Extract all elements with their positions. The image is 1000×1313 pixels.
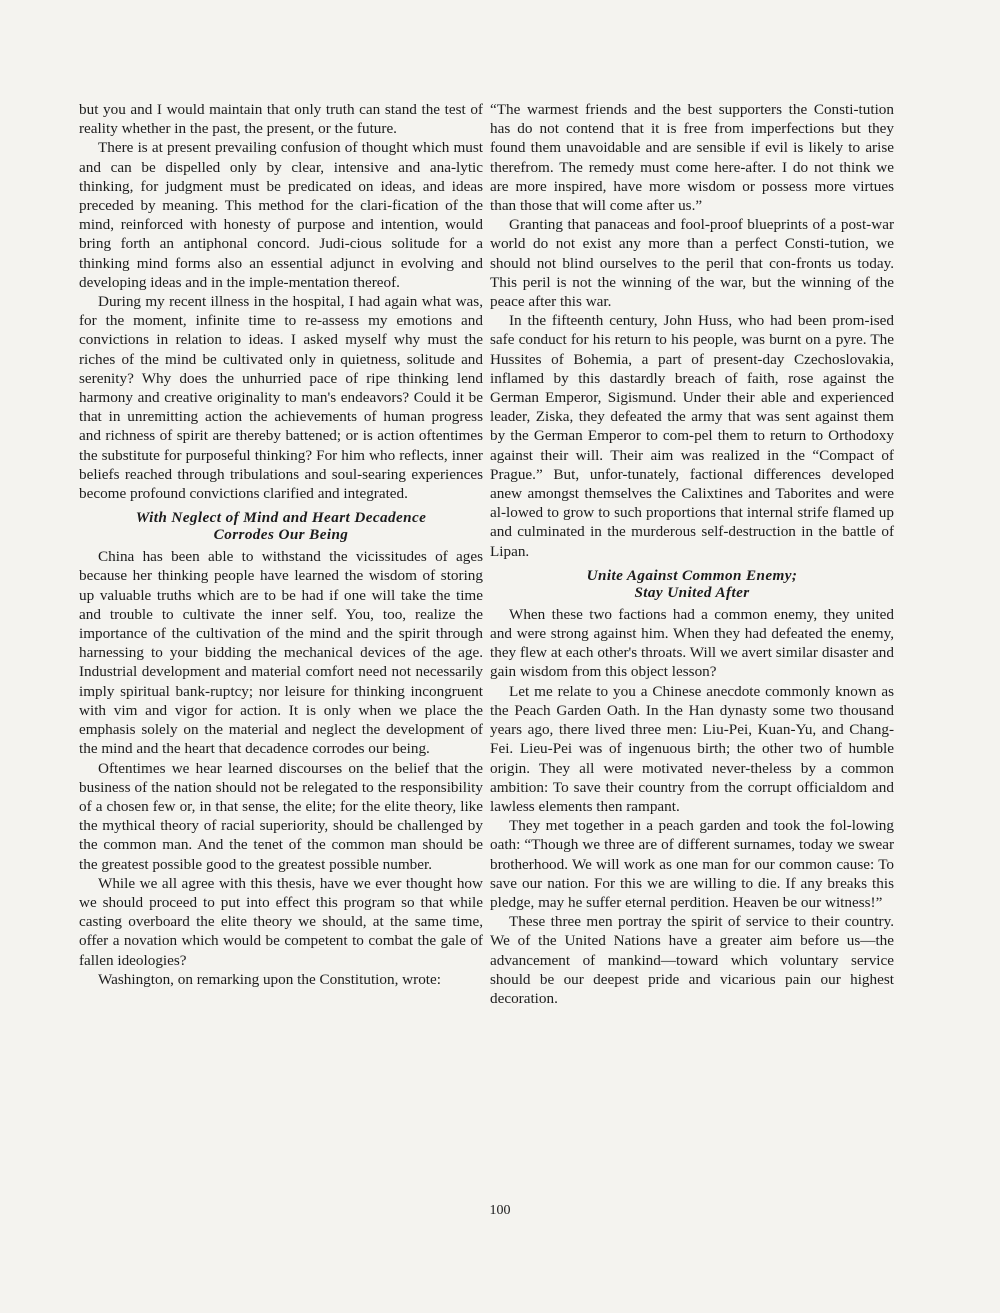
paragraph: Granting that panaceas and fool-proof blueprints of a post-war world do not exist any more than a perfect Consti-tution, we should not blind ourselves to the peril that con-fronts us today. This peril is not the winning of the war, but the winning of the peace after this war. [490,216,894,311]
paragraph: but you and I would maintain that only truth can stand the test of reality whether in the past, the present, or the future. [79,101,483,138]
heading-line: Stay United After [634,583,750,601]
paragraph: China has been able to withstand the vicissitudes of ages because her thinking people have learned the wisdom of storing up valuable truths which are to be had if one will take the time and trouble to cultivate the inner self. You, too, realize the importance of the cultivation of the mind and the spirit through harnessing to your bidding the mechanical devices of the age. Industrial development and material comfort need not necessarily imply spiritual bank-ruptcy; nor leisure for thinking incongruent with vim and vigor for action. It is only when we place the emphasis solely on the material and neglect the development of the mind and the heart that decadence corrodes our being. [79,548,483,758]
paragraph: These three men portray the spirit of service to their country. We of the United Nations have a greater aim before us—the advancement of mankind—toward which voluntary service should be our deepest pride and vicarious pain our highest decoration. [490,913,894,1007]
paragraph: While we all agree with this thesis, have we ever thought how we should proceed to put into effect this program so that while casting overboard the elite theory we should, at the same time, offer a novation which would be competent to combat the gale of fallen ideologies? [79,874,483,969]
heading-line: Corrodes Our Being [213,526,349,544]
section-heading [79,509,483,543]
paragraph: “The warmest friends and the best supporters the Consti-tution has do not contend that it is free from imperfections but they found them unavoidable and are sensible if evil is likely to arise therefrom. The remedy must come here-after. I do not think we are more inspired, have more wisdom or possess more virtues than those that will come after us.” [490,101,894,215]
paragraph: They met together in a peach garden and took the fol-lowing oath: “Though we three are of different surnames, today we swear brotherhood. We will work as one man for our common cause: To save our nation. For this we are willing to die. If any breaks this pledge, may he suffer eternal perdition. Heaven be our witness!” [490,817,894,911]
paragraph: Washington, on remarking upon the Constitution, wrote: [98,970,441,988]
page-number: 100 [489,1203,511,1218]
section-heading [490,567,894,601]
paragraph: When these two factions had a common enemy, they united and were strong against him. When they had defeated the enemy, they flew at each other's throats. Will we avert similar disaster and gain wisdom from this object lesson? [490,605,894,681]
paragraph: In the fifteenth century, John Huss, who had been prom-ised safe conduct for his return to his people, was burnt on a pyre. The Hussites of Bohemia, a part of present-day Czechoslovakia, inflamed by this dastardly breach of faith, rose against the German Emperor, Sigismund. Under their able and experienced leader, Ziska, they defeated the army that was sent against them by the German Emperor to com-pel them to return to Orthodoxy against their will. Their aim was realized in the “Compact of Prague.” But, unfor-tunately, factional differences developed anew amongst themselves the Calixtines and Taborites and were al-lowed to grow to such proportions that internal strife flamed up and culminated in the murderous self-destruction in the battle of Lipan. [490,312,894,560]
heading-line: Unite Against Common Enemy; [586,566,798,584]
paragraph: There is at present prevailing confusion of thought which must and can be dispelled only by clear, intensive and ana-lytic thinking, for judgment must be predicated on ideas, and ideas preceded by meaning. This method for the clari-fication of the mind, reinforced with honesty of purpose and intention, would bring forth an antiphonal concord. Judi-cious solitude for a thinking mind forms also an essential adjunct in evolving and developing ideas and in the imple-mentation thereof. [79,139,483,291]
heading-line: With Neglect of Mind and Heart Decadence [135,509,427,527]
paragraph: Let me relate to you a Chinese anecdote commonly known as the Peach Garden Oath. In the Han dynasty some two thousand years ago, there lived three men: Liu-Pei, Kuan-Yu, and Chang-Fei. Lieu-Pei was of ingenuous birth; the other two of humble origin. They all were motivated never-theless by a common ambition: To save their country from the corrupt officialdom and lawless elements then rampant. [490,682,894,815]
paragraph: Oftentimes we hear learned discourses on the belief that the business of the nation should not be relegated to the responsibility of a chosen few or, in that sense, the elite; for the elite theory, like the mythical theory of racial superiority, should be challenged by the common man. And the tenet of the common man should be the greatest possible good to the greatest possible number. [79,759,483,873]
left-column [79,100,483,989]
paragraph: During my recent illness in the hospital, I had again what was, for the moment, infinite time to re-assess my emotions and convictions in relation to ideas. I asked myself why must the riches of the mind be cultivated only in quietness, solitude and serenity? Why does the unhurried pace of ripe thinking lend harmony and creative originality to man's endeavors? Could it be that in unremitting action the achievements of human progress and richness of spirit are thereby battened; or is action oftentimes the substitute for purposeful thinking? For him who reflects, inner beliefs reached through tribulations and soul-searing experiences become profound convictions clarified and integrated. [79,293,483,503]
right-column [490,100,894,1008]
